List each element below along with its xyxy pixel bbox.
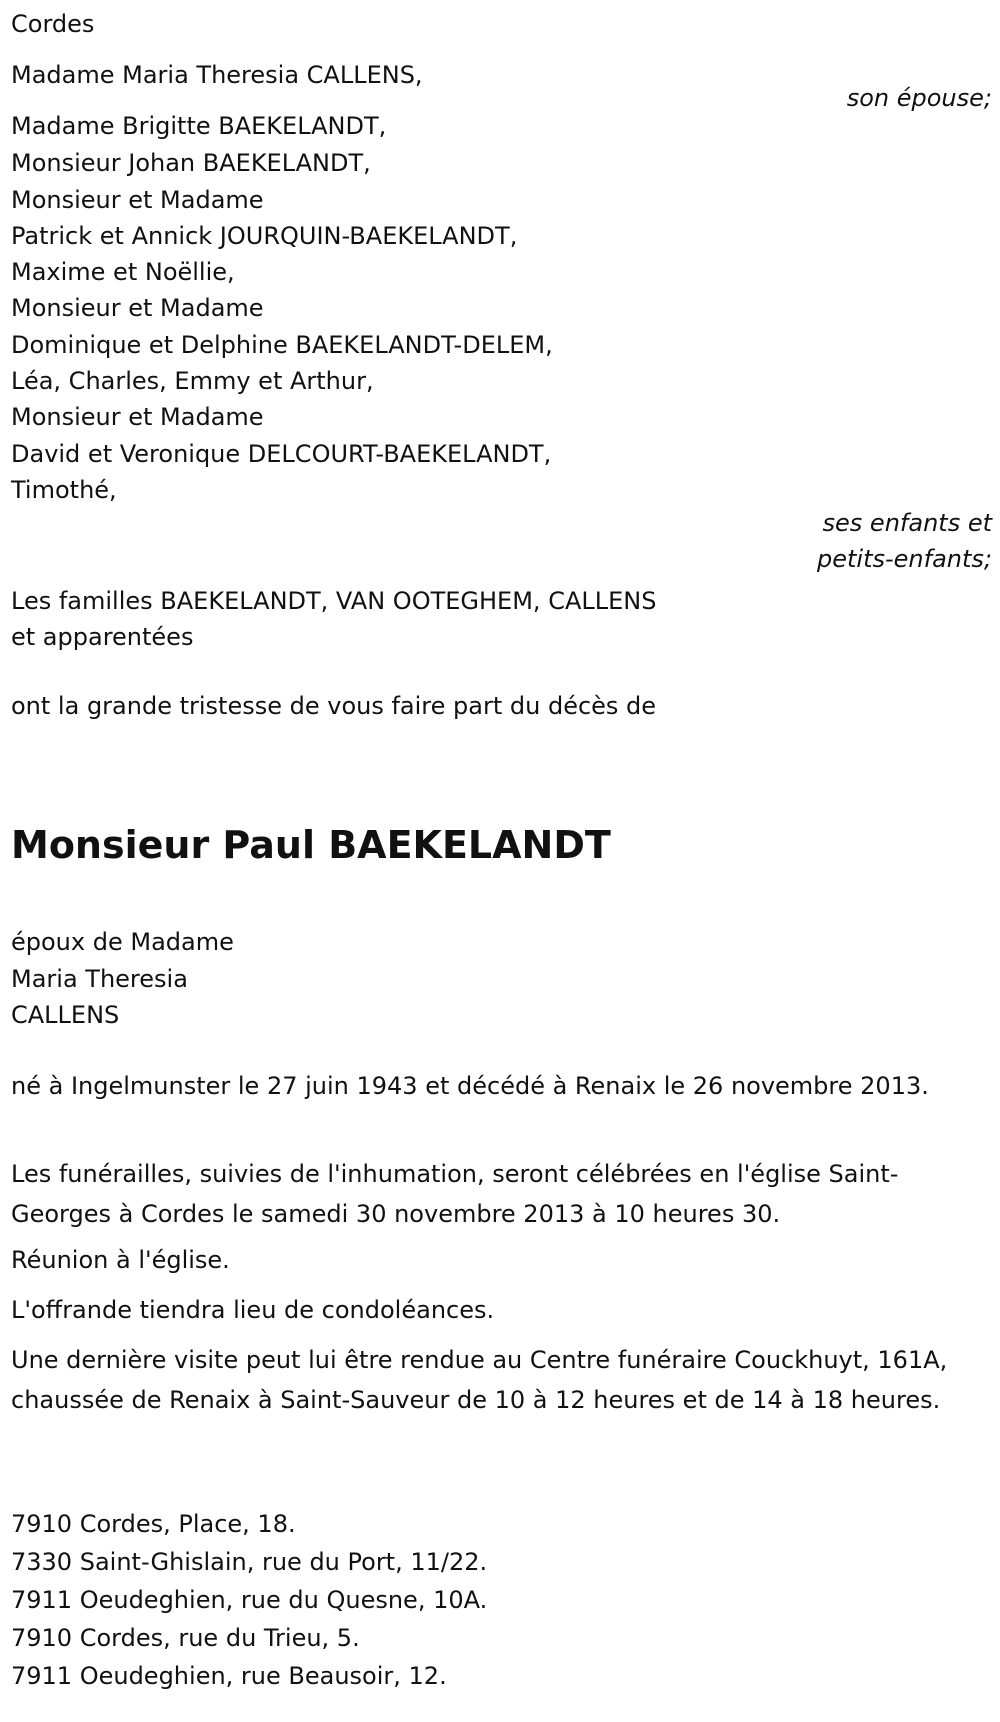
- address-line: 7911 Oeudeghien, rue Beausoir, 12.: [11, 1662, 447, 1690]
- families-line1: Les familles BAEKELANDT, VAN OOTEGHEM, CALLENS: [11, 587, 657, 615]
- spouse-role: son épouse;: [846, 84, 992, 112]
- address-line: 7330 Saint-Ghislain, rue du Port, 11/22.: [11, 1548, 488, 1576]
- child-line: Madame Brigitte BAEKELANDT,: [11, 112, 387, 140]
- children-role-line2: petits-enfants;: [817, 545, 992, 573]
- spouse-of-line: époux de Madame: [11, 928, 234, 956]
- deceased-name: Monsieur Paul BAEKELANDT: [11, 823, 611, 867]
- visit-text: Une dernière visite peut lui être rendue au Centre funéraire Couckhuyt, 161A, chaussée de Renaix à Saint-Sauveur de 10 à 12 heures et de 14 à 18 heures.: [11, 1346, 948, 1414]
- child-line: David et Veronique DELCOURT-BAEKELANDT,: [11, 440, 552, 468]
- child-line: Monsieur Johan BAEKELANDT,: [11, 149, 371, 177]
- meeting-text: Réunion à l'église.: [11, 1246, 230, 1274]
- announcement-text: ont la grande tristesse de vous faire part du décès de: [11, 692, 657, 720]
- child-line: Monsieur et Madame: [11, 186, 264, 214]
- child-line: Monsieur et Madame: [11, 294, 264, 322]
- child-line: Timothé,: [11, 476, 117, 504]
- spouse-of-line: CALLENS: [11, 1001, 120, 1029]
- address-line: 7911 Oeudeghien, rue du Quesne, 10A.: [11, 1586, 488, 1614]
- spouse-name: Madame Maria Theresia CALLENS,: [11, 61, 423, 89]
- children-role-line1: ses enfants et: [822, 509, 992, 537]
- child-line: Maxime et Noëllie,: [11, 258, 235, 286]
- child-line: Dominique et Delphine BAEKELANDT-DELEM,: [11, 331, 553, 359]
- offering-text: L'offrande tiendra lieu de condoléances.: [11, 1296, 495, 1324]
- address-line: 7910 Cordes, rue du Trieu, 5.: [11, 1624, 360, 1652]
- child-line: Patrick et Annick JOURQUIN-BAEKELANDT,: [11, 222, 518, 250]
- child-line: Léa, Charles, Emmy et Arthur,: [11, 367, 374, 395]
- child-line: Monsieur et Madame: [11, 403, 264, 431]
- address-line: 7910 Cordes, Place, 18.: [11, 1510, 296, 1538]
- birth-death-text: né à Ingelmunster le 27 juin 1943 et décédé à Renaix le 26 novembre 2013.: [11, 1072, 929, 1100]
- place-heading: Cordes: [11, 10, 95, 38]
- funeral-text: Les funérailles, suivies de l'inhumation, seront célébrées en l'église Saint-Georges à Cordes le samedi 30 novembre 2013 à 10 heures 30.: [11, 1160, 899, 1228]
- spouse-of-line: Maria Theresia: [11, 965, 188, 993]
- families-line2: et apparentées: [11, 623, 194, 651]
